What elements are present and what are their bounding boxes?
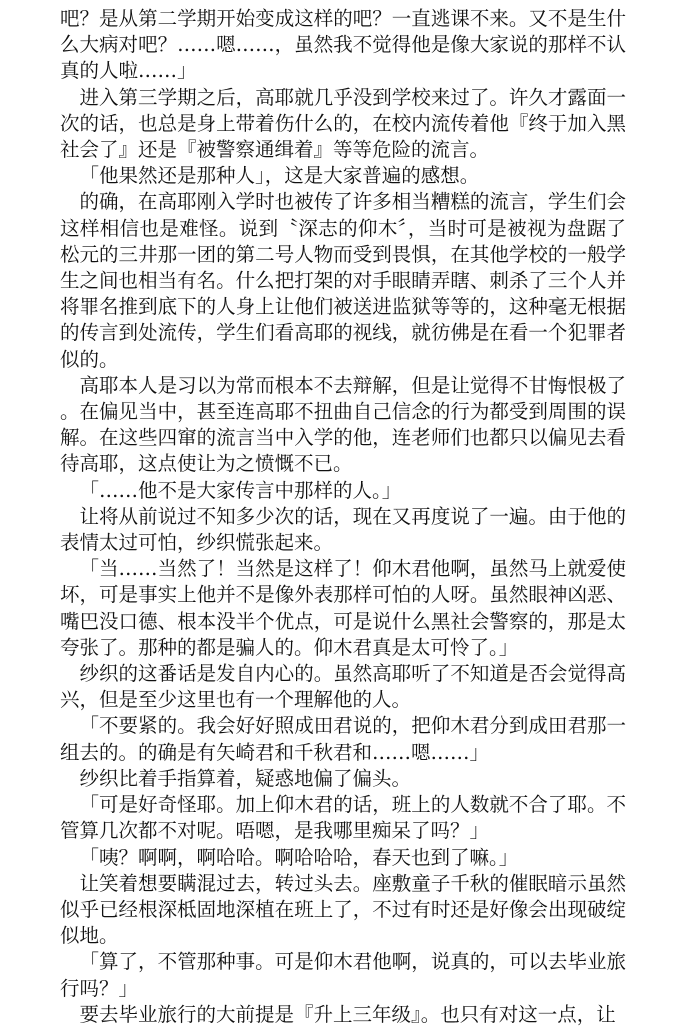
paragraph-13: 「咦？啊啊，啊哈哈。啊哈哈哈，春天也到了嘛。」	[79, 845, 519, 869]
paragraph-8: 「当……当然了！当然是这样了！仰木君他啊，虽然马上就爱使坏，可是事实上他并不是像外表那样可怕的人呀。虽然眼神凶恶、嘴巴没口德、根本没半个优点，可是说什么黑社会警察的，那是太夸张了。那种的都是骗人的。仰木君真是太可怜了。」	[60, 557, 626, 659]
paragraph-15: 「算了，不管那种事。可是仰木君他啊，说真的，可以去毕业旅行吗？」	[60, 950, 626, 1000]
paragraph-1: 吧？是从第二学期开始变成这样的吧？一直逃课不来。又不是生什么大病对吧？……嗯……，虽然我不觉得他是像大家说的那样不认真的人啦……」	[60, 7, 626, 83]
paragraph-6: 「……他不是大家传言中那样的人。」	[79, 478, 402, 502]
paragraph-10: 「不要紧的。我会好好照成田君说的，把仰木君分到成田君那一组去的。的确是有矢崎君和千秋君和……嗯……」	[60, 714, 626, 764]
paragraph-7: 让将从前说过不知多少次的话，现在又再度说了一遍。由于他的表情太过可怕，纱织慌张起来。	[60, 504, 626, 555]
paragraph-4: 的确，在高耶刚入学时也被传了许多相当糟糕的流言，学生们会这样相信也是难怪。说到〝深志的仰木〞，当时可是被视为盘踞了松元的三井那一团的第二号人物而受到畏惧，在其他学校的一般学生之间也相当有名。什么把打架的对手眼睛弄瞎、刺杀了三个人并将罪名推到底下的人身上让他们被送进监狱等等的，这种毫无根据的传言到处流传，学生们看高耶的视线，就彷佛是在看一个犯罪者似的。	[60, 190, 626, 371]
document-page	[60, 6, 626, 1028]
paragraph-3: 「他果然还是那种人」，这是大家普遍的感想。	[79, 164, 480, 188]
paragraph-9: 纱织的这番话是发自内心的。虽然高耶听了不知道是否会觉得高兴，但是至少这里也有一个理解他的人。	[60, 662, 626, 712]
paragraph-12: 「可是好奇怪耶。加上仰木君的话，班上的人数就不合了耶。不管算几次都不对呢。唔嗯，是我哪里痴呆了吗？」	[60, 793, 626, 843]
paragraph-16: 要去毕业旅行的大前提是『升上三年级』。也只有对这一点，让	[79, 1002, 616, 1026]
paragraph-14: 让笑着想要瞒混过去，转过头去。座敷童子千秋的催眠暗示虽然似乎已经根深柢固地深植在班上了，不过有时还是好像会出现破绽似地。	[60, 871, 626, 948]
paragraph-2: 进入第三学期之后，高耶就几乎没到学校来过了。许久才露面一次的话，也总是身上带着伤什么的，在校内流传着他『终于加入黑社会了』还是『被警察通缉着』等等危险的流言。	[60, 85, 626, 162]
paragraph-11: 纱织比着手指算着，疑惑地偏了偏头。	[79, 766, 412, 790]
paragraph-5: 高耶本人是习以为常而根本不去辩解，但是让觉得不甘悔恨极了。在偏见当中，甚至连高耶不扭曲自己信念的行为都受到周围的误解。在这些四窜的流言当中入学的他，连老师们也都只以偏见去看待高耶，这点使让为之愤慨不已。	[60, 373, 626, 476]
